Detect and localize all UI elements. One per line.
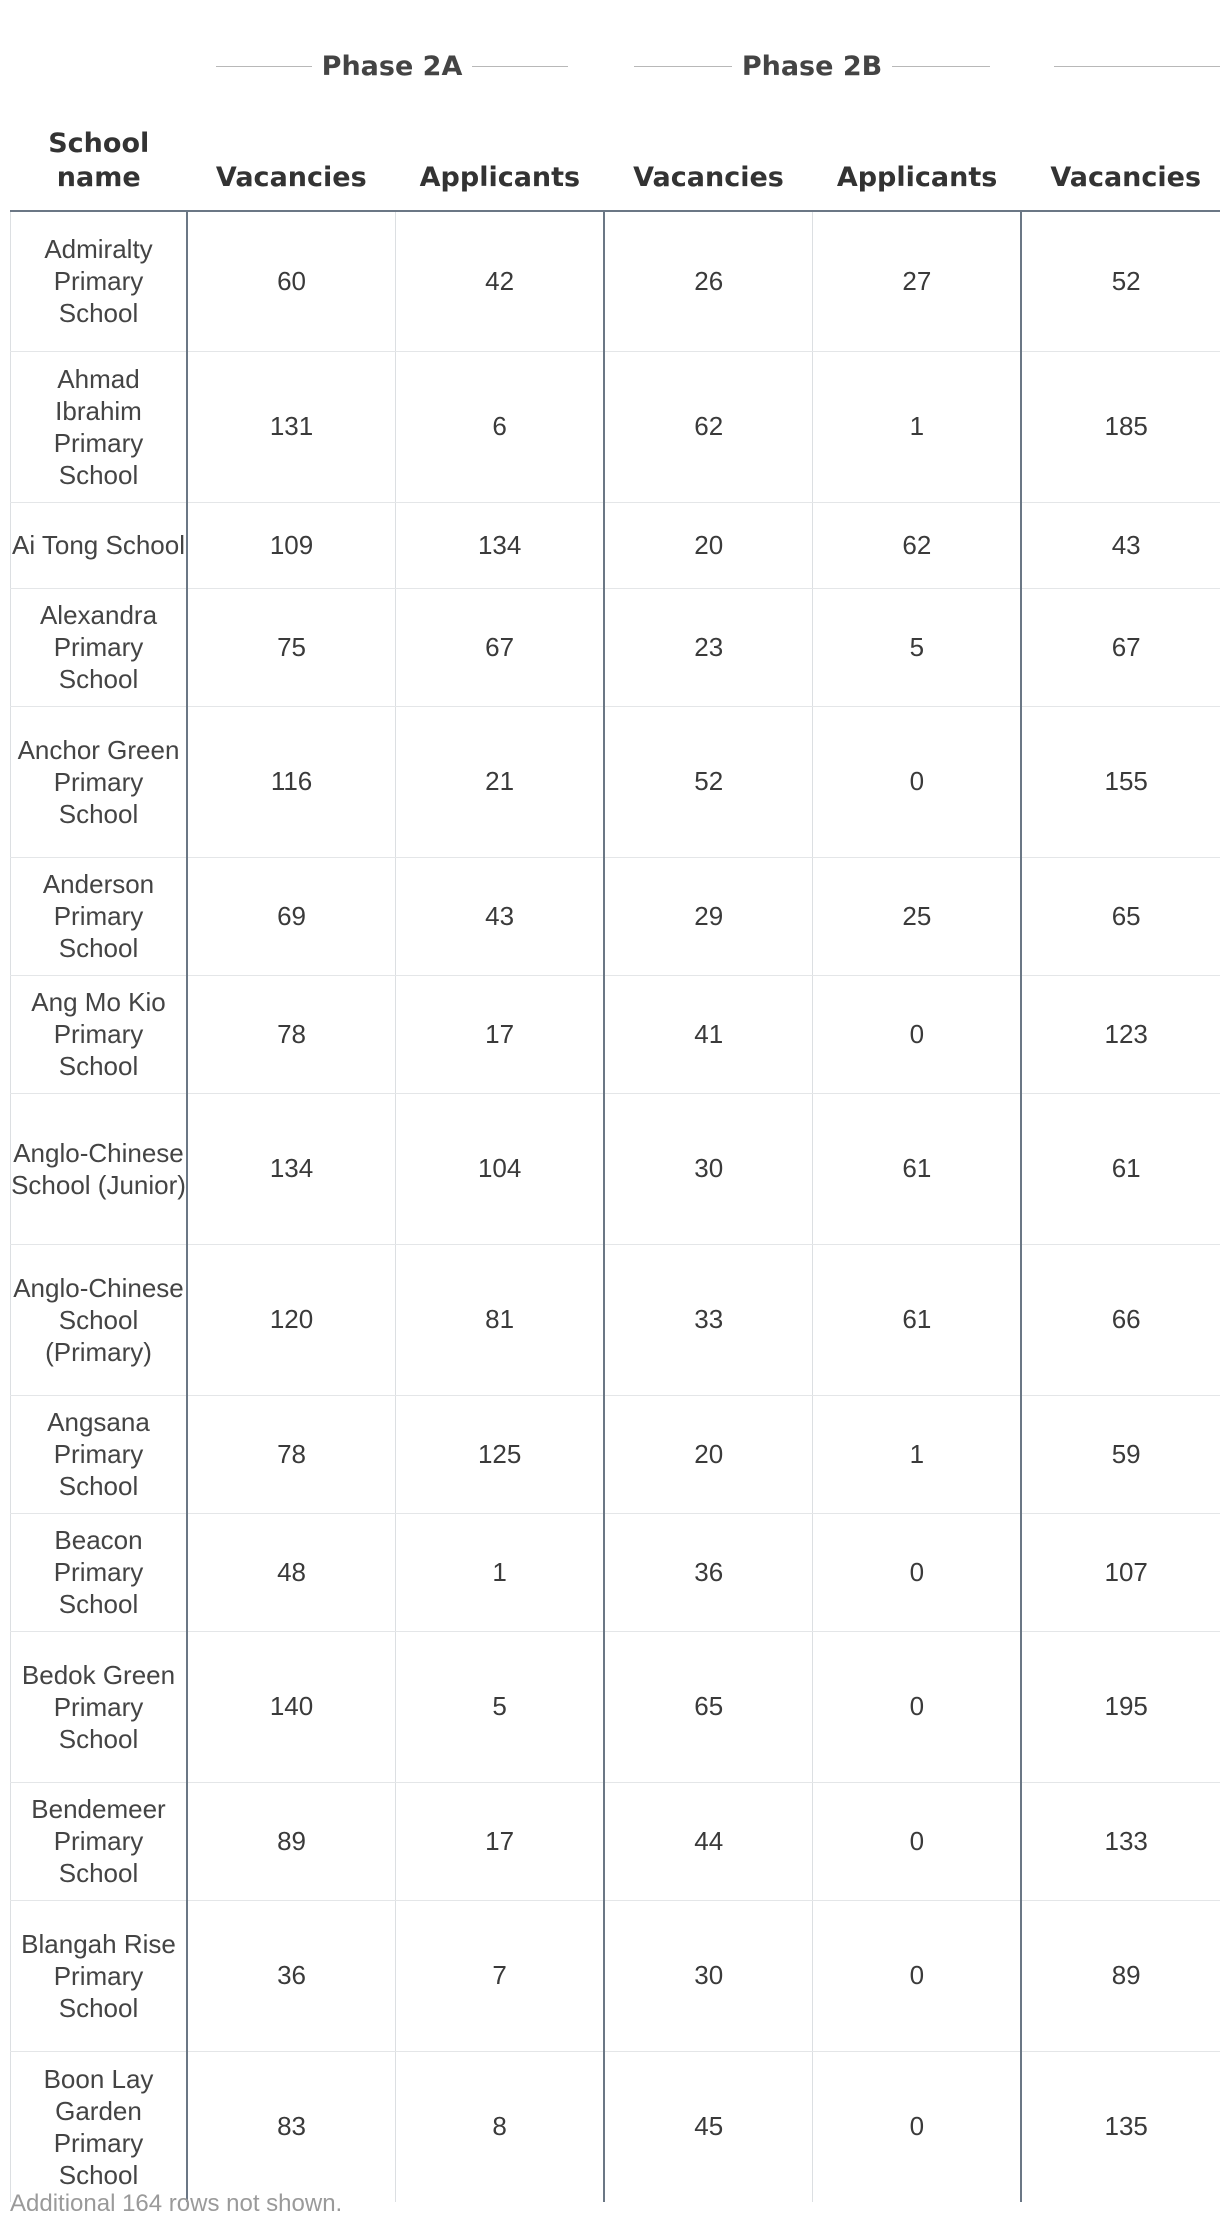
cell-applicants-2a: 17 [396, 975, 605, 1093]
cell-vacancies-next: 52 [1021, 211, 1220, 351]
cell-vacancies-2a: 89 [187, 1782, 396, 1900]
cell-vacancies-2b: 45 [604, 2051, 813, 2202]
cell-vacancies-2b: 23 [604, 588, 813, 706]
cell-school-name: Angsana Primary School [11, 1395, 188, 1513]
group-title: Phase 2B [741, 50, 883, 82]
table-row [11, 857, 1220, 975]
table-row [11, 2051, 1220, 2202]
cell-applicants-2b: 1 [813, 351, 1022, 502]
cell-school-name: Blangah Rise Primary School [11, 1900, 188, 2051]
column-group-header [0, 40, 1220, 92]
group-rule-right [892, 66, 990, 67]
cell-vacancies-2a: 83 [187, 2051, 396, 2202]
cell-applicants-2a: 6 [396, 351, 605, 502]
group-rule-right [472, 66, 568, 67]
cell-school-name: Boon Lay Garden Primary School [11, 2051, 188, 2202]
group-phase-2b [634, 40, 990, 92]
table-row [11, 211, 1220, 351]
cell-vacancies-2a: 116 [187, 706, 396, 857]
cell-vacancies-next: 155 [1021, 706, 1220, 857]
cell-school-name: Anglo-Chinese School (Primary) [11, 1244, 188, 1395]
column-header-school-name[interactable]: School name [11, 100, 188, 211]
table-row [11, 1093, 1220, 1244]
cell-school-name: Admiralty Primary School [11, 211, 188, 351]
table-row [11, 706, 1220, 857]
cell-applicants-2a: 42 [396, 211, 605, 351]
cell-vacancies-2a: 78 [187, 1395, 396, 1513]
cell-applicants-2b: 61 [813, 1244, 1022, 1395]
cell-vacancies-2b: 29 [604, 857, 813, 975]
cell-applicants-2b: 0 [813, 1513, 1022, 1631]
cell-applicants-2a: 134 [396, 502, 605, 588]
cell-vacancies-next: 195 [1021, 1631, 1220, 1782]
cell-school-name: Anchor Green Primary School [11, 706, 188, 857]
cell-vacancies-next: 65 [1021, 857, 1220, 975]
cell-applicants-2b: 61 [813, 1093, 1022, 1244]
cell-vacancies-2b: 20 [604, 502, 813, 588]
cell-school-name: Bendemeer Primary School [11, 1782, 188, 1900]
cell-vacancies-next: 133 [1021, 1782, 1220, 1900]
cell-applicants-2b: 5 [813, 588, 1022, 706]
cell-school-name: Alexandra Primary School [11, 588, 188, 706]
cell-applicants-2a: 104 [396, 1093, 605, 1244]
cell-vacancies-next: 61 [1021, 1093, 1220, 1244]
table-row [11, 588, 1220, 706]
cell-vacancies-2b: 65 [604, 1631, 813, 1782]
cell-vacancies-2b: 33 [604, 1244, 813, 1395]
group-title: Phase 2A [321, 50, 463, 82]
cell-vacancies-next: 107 [1021, 1513, 1220, 1631]
table-row [11, 1631, 1220, 1782]
vacancies-table [10, 100, 1220, 2202]
table-row [11, 502, 1220, 588]
cell-vacancies-2a: 69 [187, 857, 396, 975]
cell-applicants-2a: 81 [396, 1244, 605, 1395]
cell-vacancies-2a: 120 [187, 1244, 396, 1395]
cell-applicants-2a: 125 [396, 1395, 605, 1513]
cell-applicants-2a: 67 [396, 588, 605, 706]
column-header-vacancies-next[interactable]: Vacancies [1021, 100, 1220, 211]
table-row [11, 351, 1220, 502]
cell-vacancies-next: 43 [1021, 502, 1220, 588]
cell-vacancies-2b: 62 [604, 351, 813, 502]
cell-applicants-2a: 8 [396, 2051, 605, 2202]
cell-applicants-2b: 0 [813, 1900, 1022, 2051]
cell-vacancies-2a: 36 [187, 1900, 396, 2051]
cell-applicants-2b: 62 [813, 502, 1022, 588]
table-row [11, 1244, 1220, 1395]
cell-vacancies-2b: 30 [604, 1093, 813, 1244]
cell-applicants-2a: 5 [396, 1631, 605, 1782]
cell-vacancies-2a: 60 [187, 211, 396, 351]
cell-vacancies-2a: 109 [187, 502, 396, 588]
cell-vacancies-next: 123 [1021, 975, 1220, 1093]
table-row [11, 1782, 1220, 1900]
group-rule [1054, 66, 1220, 67]
cell-applicants-2b: 0 [813, 1631, 1022, 1782]
cell-vacancies-2a: 134 [187, 1093, 396, 1244]
column-header-applicants-2a[interactable]: Applicants [396, 100, 605, 211]
header-row [11, 100, 1220, 211]
table-row [11, 1513, 1220, 1631]
cell-applicants-2b: 0 [813, 975, 1022, 1093]
cell-vacancies-next: 59 [1021, 1395, 1220, 1513]
cell-vacancies-2b: 36 [604, 1513, 813, 1631]
cell-vacancies-next: 67 [1021, 588, 1220, 706]
cell-applicants-2b: 0 [813, 1782, 1022, 1900]
cell-vacancies-next: 89 [1021, 1900, 1220, 2051]
cell-applicants-2a: 43 [396, 857, 605, 975]
cell-applicants-2a: 21 [396, 706, 605, 857]
column-header-vacancies-2a[interactable]: Vacancies [187, 100, 396, 211]
table-row [11, 1395, 1220, 1513]
cell-school-name: Beacon Primary School [11, 1513, 188, 1631]
cell-vacancies-2b: 30 [604, 1900, 813, 2051]
cell-applicants-2b: 0 [813, 2051, 1022, 2202]
cell-school-name: Bedok Green Primary School [11, 1631, 188, 1782]
cell-applicants-2b: 25 [813, 857, 1022, 975]
cell-school-name: Ahmad Ibrahim Primary School [11, 351, 188, 502]
rows-not-shown-note: Additional 164 rows not shown. [10, 2190, 343, 2217]
cell-applicants-2b: 0 [813, 706, 1022, 857]
cell-applicants-2b: 1 [813, 1395, 1022, 1513]
group-next-phase [1054, 40, 1220, 92]
cell-school-name: Ang Mo Kio Primary School [11, 975, 188, 1093]
group-phase-2a [216, 40, 568, 92]
group-rule-left [634, 66, 732, 67]
cell-vacancies-2a: 48 [187, 1513, 396, 1631]
cell-vacancies-next: 185 [1021, 351, 1220, 502]
cell-vacancies-2a: 140 [187, 1631, 396, 1782]
cell-school-name: Ai Tong School [11, 502, 188, 588]
cell-vacancies-2a: 78 [187, 975, 396, 1093]
cell-applicants-2a: 17 [396, 1782, 605, 1900]
cell-vacancies-2b: 41 [604, 975, 813, 1093]
column-header-applicants-2b[interactable]: Applicants [813, 100, 1022, 211]
cell-vacancies-2a: 131 [187, 351, 396, 502]
column-header-vacancies-2b[interactable]: Vacancies [604, 100, 813, 211]
cell-vacancies-next: 135 [1021, 2051, 1220, 2202]
cell-school-name: Anderson Primary School [11, 857, 188, 975]
cell-vacancies-next: 66 [1021, 1244, 1220, 1395]
cell-vacancies-2b: 44 [604, 1782, 813, 1900]
cell-school-name: Anglo-Chinese School (Junior) [11, 1093, 188, 1244]
cell-applicants-2a: 7 [396, 1900, 605, 2051]
cell-applicants-2a: 1 [396, 1513, 605, 1631]
cell-vacancies-2a: 75 [187, 588, 396, 706]
cell-vacancies-2b: 52 [604, 706, 813, 857]
cell-vacancies-2b: 26 [604, 211, 813, 351]
table-row [11, 975, 1220, 1093]
cell-vacancies-2b: 20 [604, 1395, 813, 1513]
cell-applicants-2b: 27 [813, 211, 1022, 351]
table-row [11, 1900, 1220, 2051]
group-rule-left [216, 66, 312, 67]
